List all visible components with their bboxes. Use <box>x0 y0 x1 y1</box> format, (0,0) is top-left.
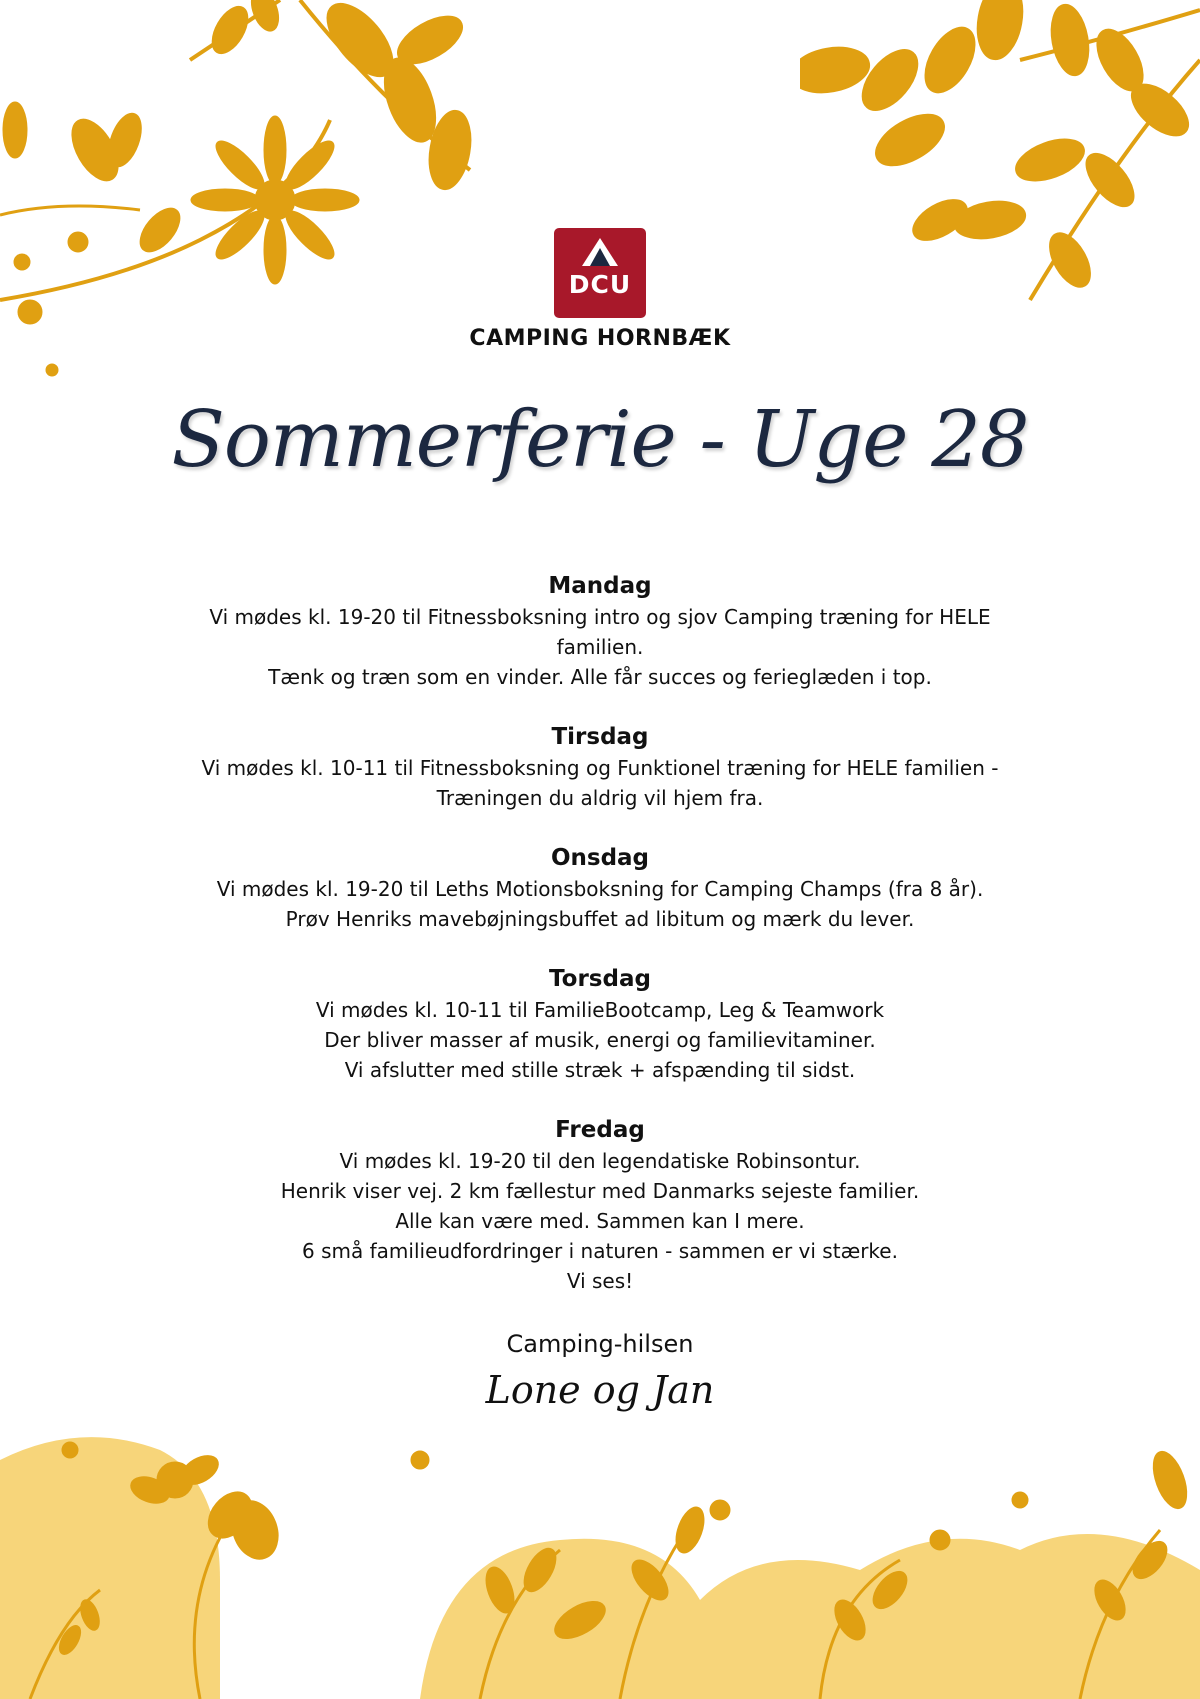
brand-name: CAMPING HORNBÆK <box>469 326 731 351</box>
day-heading: Fredag <box>555 1117 645 1143</box>
logo-text: DCU <box>568 270 632 299</box>
day-block-tirsdag <box>140 721 1060 813</box>
tent-icon <box>580 236 620 268</box>
day-heading: Torsdag <box>549 966 651 992</box>
day-heading: Onsdag <box>550 845 650 871</box>
day-description-line: Tænk og træn som en vinder. Alle får succes og ferieglæden i top. <box>268 665 932 689</box>
day-block-onsdag <box>140 842 1060 934</box>
day-description-line: Vi mødes kl. 10-11 til FamilieBootcamp, Leg & Teamwork <box>315 998 885 1022</box>
day-description-line: Vi afslutter med stille stræk + afspænding til sidst. <box>344 1058 856 1082</box>
day-description-line: Træningen du aldrig vil hjem fra. <box>436 786 764 810</box>
greeting: Camping-hilsen <box>506 1330 694 1358</box>
day-block-fredag <box>140 1114 1060 1296</box>
day-description-line: familien. <box>556 635 644 659</box>
day-description-line: Vi mødes kl. 19-20 til Leths Motionsboksning for Camping Champs (fra 8 år). <box>216 877 984 901</box>
day-description-line: Alle kan være med. Sammen kan I mere. <box>395 1209 805 1233</box>
floral-decoration-bottom <box>0 1420 1200 1699</box>
day-description-line: Prøv Henriks mavebøjningsbuffet ad libitum og mærk du lever. <box>285 907 915 931</box>
day-heading: Mandag <box>548 573 652 599</box>
day-description-line: Henrik viser vej. 2 km fællestur med Danmarks sejeste familier. <box>280 1179 920 1203</box>
page-title: Sommerferie - Uge 28 <box>171 395 1029 485</box>
day-heading: Tirsdag <box>551 724 649 750</box>
day-description-line: Vi mødes kl. 19-20 til den legendatiske Robinsontur. <box>339 1149 861 1173</box>
day-description-line: Vi mødes kl. 10-11 til Fitnessboksning og Funktionel træning for HELE familien - <box>201 756 999 780</box>
day-block-mandag <box>140 570 1060 692</box>
day-description-line: Der bliver masser af musik, energi og familievitaminer. <box>324 1028 876 1052</box>
dcu-logo <box>554 228 646 318</box>
day-description-line: 6 små familieudfordringer i naturen - sammen er vi stærke. <box>302 1239 898 1263</box>
schedule <box>140 570 1060 1325</box>
header <box>0 228 1200 351</box>
day-description-line: Vi mødes kl. 19-20 til Fitnessboksning intro og sjov Camping træning for HELE <box>209 605 991 629</box>
day-block-torsdag <box>140 963 1060 1085</box>
day-description-line: Vi ses! <box>566 1269 634 1293</box>
signature: Lone og Jan <box>485 1368 715 1412</box>
